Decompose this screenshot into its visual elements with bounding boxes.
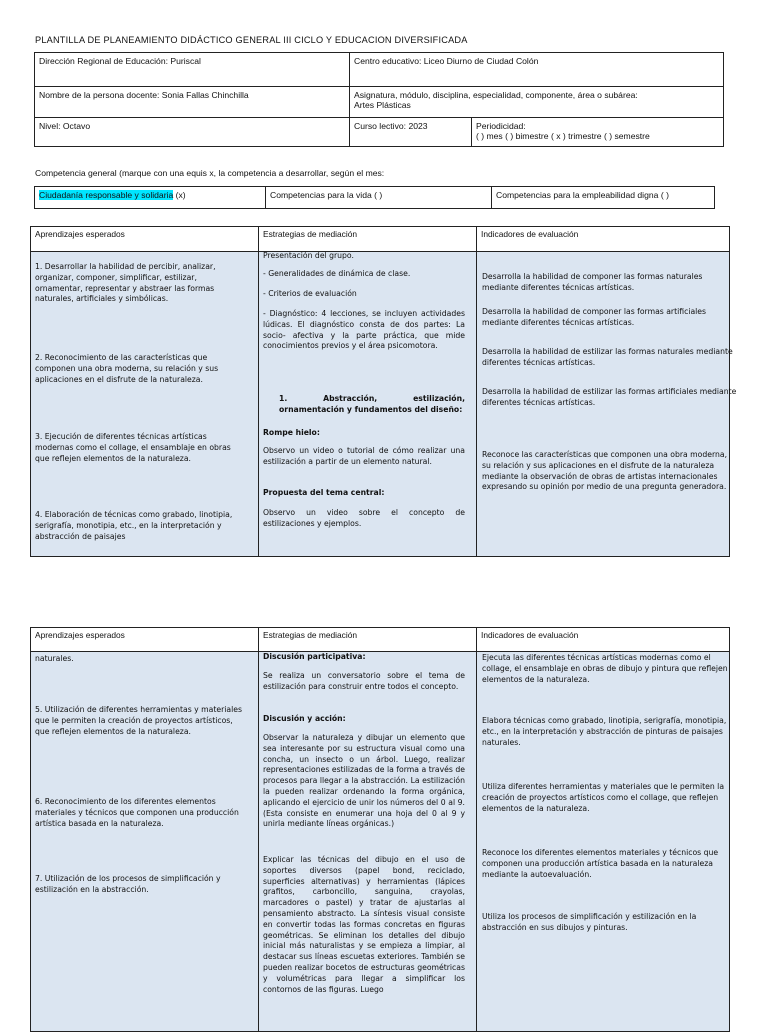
t2-indicador-1: Ejecuta las diferentes técnicas artísticas modernas como el collage, el ensamblaje en obras de dibujo y pintura que reflejen elementos de la naturaleza. — [482, 653, 728, 684]
asignatura-label: Asignatura, módulo, disciplina, especialidad, componente, área o subárea: — [354, 90, 638, 100]
t2-estrategia-4: Observar la naturaleza y dibujar un elemento que sea interesante por su estructura visual como una concha, un insecto o un árbol. Luego, realizar representaciones estilizadas de la forma a través de procesos para llegar a la abstracción. La estilización la pueden realizar ordenando la forma orgánica, aplicando el ejercicio de unir los números del 0 al 9. (Esta consiste en enumerar una hoja del 0 al 9 y unirla mediante líneas orgánicas.) — [263, 733, 465, 829]
t2-estrategia-3: Discusión y acción: — [263, 714, 346, 723]
t1-indicador-1: Desarrolla la habilidad de componer las formas naturales mediante diferentes técnicas artísticas. — [482, 272, 703, 292]
asignatura-cell — [350, 87, 724, 118]
t2-col-header-aprendizajes — [31, 628, 259, 652]
t1-aprendizaje-1: 1. Desarrollar la habilidad de percibir, analizar, organizar, componer, simplificar, estilizar, ornamentar, representar y abstraer las formas naturales, artificiales y simbólicas. — [35, 262, 216, 304]
t1-estrategia-6: Rompe hielo: — [263, 428, 320, 437]
t2-indicador-4: Reconoce los diferentes elementos materiales y técnicos que componen una producción artística basada en la naturaleza mediante la autoevaluación. — [482, 848, 719, 879]
asignatura-value: Artes Plásticas — [354, 100, 411, 110]
t2-estrategias-cell — [259, 652, 477, 1032]
t2-col-header-indicadores — [477, 628, 730, 652]
t2-aprendizajes-cell — [31, 652, 259, 1032]
competencia-3-cell — [492, 187, 715, 209]
nivel-text: Nivel: Octavo — [39, 121, 91, 131]
t1-estrategias-cell — [259, 252, 477, 557]
t2-estrategia-2: Se realiza un conversatorio sobre el tema de estilización para construir entre todos el concepto. — [263, 671, 465, 691]
header-table — [34, 52, 724, 147]
t1-estrategia-4: - Diagnóstico: 4 lecciones, se incluyen actividades lúdicas. El diagnóstico consta de dos partes: La socio- afectiva y la parte práctica, que mide conocimientos previos y el área psicomotora. — [263, 309, 465, 351]
col-header-aprendizajes-text: Aprendizajes esperados — [35, 229, 125, 239]
competencia-2-text: Competencias para la vida ( ) — [270, 190, 383, 200]
col-header-aprendizajes — [31, 227, 259, 252]
main-table-1 — [30, 226, 737, 557]
t1-estrategia-7: Observo un video o tutorial de cómo realizar una estilización a partir de un elemento natural. — [263, 446, 465, 466]
main-table-2 — [30, 627, 730, 1032]
periodicidad-cell — [472, 118, 724, 147]
docente-text: Nombre de la persona docente: Sonia Fallas Chinchilla — [39, 90, 249, 100]
t2-col-header-estrategias — [259, 628, 477, 652]
direccion-cell — [35, 53, 350, 87]
t1-estrategia-3: - Criterios de evaluación — [263, 289, 357, 298]
competencia-1-mark: (x) — [173, 190, 186, 200]
t2-indicadores-cell — [477, 652, 730, 1032]
t2-col-header-aprendizajes-text: Aprendizajes esperados — [35, 630, 125, 640]
curso-cell — [350, 118, 472, 147]
t1-indicador-4: Desarrolla la habilidad de estilizar las formas artificiales mediante diferentes técnicas artísticas. — [482, 387, 737, 407]
t2-aprendizaje-5: 5. Utilización de diferentes herramientas y materiales que le permiten la creación de proyectos artísticos, que reflejen elementos de la naturaleza. — [35, 705, 242, 736]
t1-indicador-2: Desarrolla la habilidad de componer las formas artificiales mediante diferentes técnicas artísticas. — [482, 307, 707, 327]
periodicidad-label: Periodicidad: — [476, 121, 526, 131]
t1-indicadores-cell — [477, 252, 737, 557]
centro-cell — [350, 53, 724, 87]
col-header-indicadores-text: Indicadores de evaluación — [481, 229, 579, 239]
curso-text: Curso lectivo: 2023 — [354, 121, 428, 131]
t2-col-header-indicadores-text: Indicadores de evaluación — [481, 630, 579, 640]
periodicidad-options: ( ) mes ( ) bimestre ( x ) trimestre ( ) semestre — [476, 131, 650, 141]
t2-estrategia-5: Explicar las técnicas del dibujo en el uso de soportes diversos (papel bond, reciclado, superficies alternativas) y herramientas (lápices grafitos, carboncillo, sanguina, crayolas, marcadores o pastel) y tratar de ajustarlas al pensamiento abstracto. La síntesis visual consiste en convertir todas las formas concretas en figuras geométricas. Se eliminan los detalles del dibujo inicial más naturalistas y se empieza a limpiar, al destacar sus líneas escuetas exteriores. También se pueden realizar bocetos de estructuras geométricas y volumétricas para llegar a simplificar los contornos de las figuras. Luego — [263, 855, 465, 994]
competencia-3-text: Competencias para la empleabilidad digna ( ) — [496, 190, 669, 200]
t2-col-header-estrategias-text: Estrategias de mediación — [263, 630, 358, 640]
centro-text: Centro educativo: Liceo Diurno de Ciudad Colón — [354, 56, 539, 66]
col-header-indicadores — [477, 227, 730, 252]
t1-estrategia-5: 1. Abstracción, estilización, ornamentación y fundamentos del diseño: — [279, 394, 465, 414]
t1-aprendizaje-2: 2. Reconocimiento de las características que componen una obra moderna, su relación y sus aplicaciones en el disfrute de la naturaleza. — [35, 353, 219, 384]
t1-aprendizajes-cell — [31, 252, 259, 557]
competencia-1-text: Ciudadanía responsable y solidaria — [39, 190, 174, 200]
direccion-text: Dirección Regional de Educación: Puriscal — [39, 56, 201, 66]
t2-aprendizaje-6: 6. Reconocimiento de los diferentes elementos materiales y técnicos que componen una producción artística basada en la naturaleza. — [35, 797, 239, 828]
competencia-1-cell — [35, 187, 266, 209]
col-header-estrategias-text: Estrategias de mediación — [263, 229, 358, 239]
col-header-estrategias — [259, 227, 477, 252]
t1-aprendizaje-4: 4. Elaboración de técnicas como grabado, linotipia, serigrafía, monotipia, etc., en la interpretación y abstracción de paisajes — [35, 510, 233, 541]
t2-indicador-5: Utiliza los procesos de simplificación y estilización en la abstracción en sus dibujos y pinturas. — [482, 912, 697, 932]
nivel-cell — [35, 118, 350, 147]
t1-estrategia-8: Propuesta del tema central: — [263, 488, 385, 497]
competencia-table — [34, 186, 715, 209]
t1-estrategia-9: Observo un video sobre el concepto de estilizaciones y ejemplos. — [263, 508, 465, 528]
t1-indicador-5: Reconoce las características que componen una obra moderna, su relación y sus aplicaciones en el disfrute de la naturaleza mediante la observación de obras de artistas internacionales expresando su opinión por medio de una pregunta generadora. — [482, 450, 728, 492]
t1-estrategia-1: Presentación del grupo. — [263, 251, 354, 260]
docente-cell — [35, 87, 350, 118]
t2-indicador-3: Utiliza diferentes herramientas y materiales que le permiten la creación de proyectos artísticos como el collage, que reflejen elementos de la naturaleza. — [482, 782, 725, 813]
t2-estrategia-1: Discusión participativa: — [263, 652, 366, 661]
competencia-intro: Competencia general (marque con una equis x, la competencia a desarrollar, según el mes: — [35, 168, 385, 178]
t2-aprendizaje-0: naturales. — [35, 654, 74, 663]
t2-aprendizaje-7: 7. Utilización de los procesos de simplificación y estilización en la abstracción. — [35, 874, 221, 894]
t1-aprendizaje-3: 3. Ejecución de diferentes técnicas artísticas modernas como el collage, el ensamblaje en obras que reflejen elementos de la naturaleza. — [35, 432, 231, 463]
t1-estrategia-2: - Generalidades de dinámica de clase. — [263, 269, 411, 278]
document-title: PLANTILLA DE PLANEAMIENTO DIDÁCTICO GENERAL III CICLO Y EDUCACION DIVERSIFICADA — [35, 35, 468, 45]
competencia-2-cell — [266, 187, 492, 209]
t2-indicador-2: Elabora técnicas como grabado, linotipia, serigrafía, monotipia, etc., en la interpretación y abstracción de pinturas de paisajes naturales. — [482, 716, 727, 747]
t1-indicador-3: Desarrolla la habilidad de estilizar las formas naturales mediante diferentes técnicas artísticas. — [482, 347, 733, 367]
